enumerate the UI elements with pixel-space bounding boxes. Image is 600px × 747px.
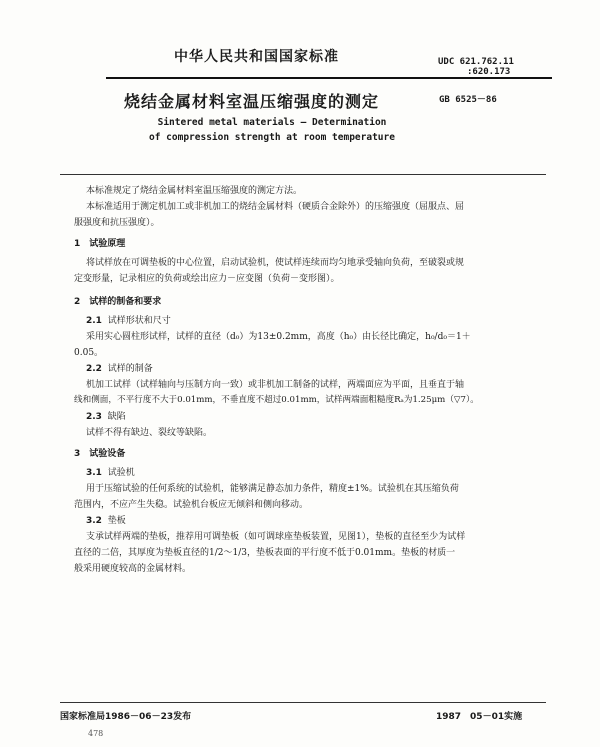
gb-number: GB 6525－86 xyxy=(439,95,497,105)
footer-rule xyxy=(60,702,546,703)
subsection-3-1-line-2: 范围内，不应产生失稳。试验机台板应无倾斜和侧向移动。 xyxy=(74,500,309,510)
subsection-3-1-number: 3.1 xyxy=(86,468,102,478)
section-1-line-1: 将试样放在可调垫板的中心位置，启动试验机，使试样连续而均匀地承受轴向负荷，至破裂或规 xyxy=(86,258,465,268)
subsection-2-3-title: 缺陷 xyxy=(107,412,126,422)
section-1-line-2: 定变形量，记录相应的负荷或绘出应力－应变图（负荷－变形图）。 xyxy=(74,274,340,284)
subsection-3-1-line-1: 用于压缩试验的任何系统的试验机，能够满足静态加力条件，精度±1%。试验机在其压缩负荷 xyxy=(86,484,459,494)
page-number: 478 xyxy=(88,729,104,738)
udc-line-2: :620.173 xyxy=(467,67,511,77)
subsection-3-2-title: 垫板 xyxy=(107,516,126,526)
udc-line-1: UDC 621.762.11 xyxy=(438,57,514,67)
udc-code xyxy=(438,57,514,77)
subsection-3-1-heading xyxy=(86,465,135,478)
intro-paragraph-2-line-1: 本标准适用于测定机加工或非机加工的烧结金属材料（硬质合金除外）的压缩强度（屈服点、屈 xyxy=(86,202,465,212)
subsection-3-2-line-3: 般采用硬度较高的金属材料。 xyxy=(74,564,192,574)
subsection-2-2-title: 试样的制备 xyxy=(107,364,153,374)
header-rule xyxy=(106,77,552,79)
subsection-2-1-line-1: 采用实心圆柱形试样，试样的直径（d₀）为13±0.2mm，高度（h₀）由长径比确定，h₀/d₀＝1＋ xyxy=(86,332,471,342)
intro-paragraph-2-line-2: 服强度和抗压强度）。 xyxy=(74,218,160,228)
subsection-2-2-line-2: 线和侧面，不平行度不大于0.01mm，不垂直度不超过0.01mm，试样两端面粗糙度Rₐ为1.25μm（▽7）。 xyxy=(74,395,479,405)
english-title-line-2: of compression strength at room temperature xyxy=(149,132,395,143)
standard-org-title: 中华人民共和国国家标准 xyxy=(174,49,339,65)
effective-date: 1987 05－01实施 xyxy=(436,712,523,722)
section-2-heading: 2 试样的制备和要求 xyxy=(74,297,162,307)
subsection-3-2-line-1: 支承试样两端的垫板，推荐用可调垫板（如可调球座垫板装置，见图1），垫板的直径至少为试样 xyxy=(86,532,466,542)
subsection-3-2-number: 3.2 xyxy=(86,516,102,526)
english-title-line-1: Sintered metal materials — Determination xyxy=(157,117,387,128)
document-title: 烧结金属材料室温压缩强度的测定 xyxy=(124,92,380,111)
subsection-2-2-line-1: 机加工试样（试样轴向与压制方向一致）或非机加工制备的试样，两端面应为平面，且垂直于轴 xyxy=(86,380,465,390)
subsection-2-3-number: 2.3 xyxy=(86,412,102,422)
section-3-heading: 3 试验设备 xyxy=(74,449,126,459)
subsection-3-1-title: 试验机 xyxy=(107,468,135,478)
subsection-2-3-line-1: 试样不得有缺边、裂纹等缺陷。 xyxy=(86,428,213,438)
title-divider xyxy=(60,174,546,175)
issue-date: 国家标准局1986－06－23发布 xyxy=(60,712,192,722)
subsection-2-3-heading xyxy=(86,409,126,422)
subsection-2-2-number: 2.2 xyxy=(86,364,102,374)
subsection-2-1-title: 试样形状和尺寸 xyxy=(107,316,171,326)
intro-paragraph-1: 本标准规定了烧结金属材料室温压缩强度的测定方法。 xyxy=(86,186,303,196)
subsection-3-2-heading xyxy=(86,513,126,526)
subsection-2-1-heading xyxy=(86,313,171,326)
subsection-2-2-heading xyxy=(86,361,153,374)
subsection-2-1-number: 2.1 xyxy=(86,316,102,326)
subsection-2-1-line-2: 0.05。 xyxy=(74,348,104,358)
subsection-3-2-line-2: 直径的二倍，其厚度为垫板直径的1/2～1/3，垫板表面的平行度不低于0.01mm。垫板的材质一 xyxy=(74,548,456,558)
section-1-heading: 1 试验原理 xyxy=(74,239,126,249)
